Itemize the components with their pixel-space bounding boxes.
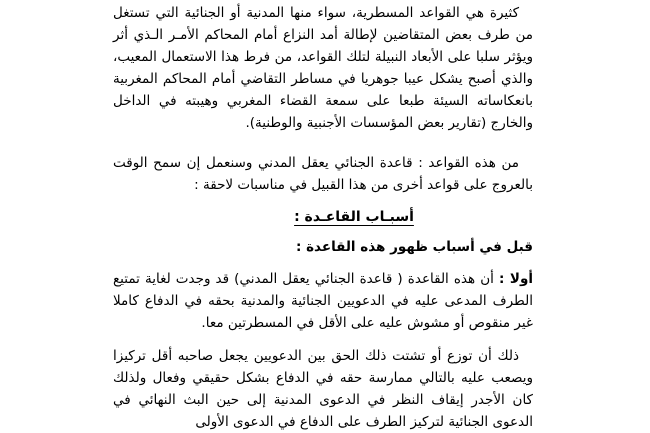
section-subheading: قبل في أسباب ظهور هذه القاعدة : bbox=[295, 239, 533, 255]
section-heading-text: أسبـاب القاعـدة : bbox=[294, 209, 414, 225]
paragraph-rules-text: من هذه القواعد : قاعدة الجنائي يعقل المدني وسنعمل إن سمح الوقت بالعروج على قواعد أخرى من هذا القبيل في مناسبات لاحقة : bbox=[113, 155, 533, 193]
first-reason-label: أولا : bbox=[499, 271, 533, 287]
first-reason-text: أن هذه القاعدة ( قاعدة الجنائي يعقل المدني) قد وجدت لغاية تمتيع الطرف المدعى عليه في الدعويين الجنائية والمدنية بحقه في الدفاع كاملا غير منقوص أو مشوش عليه على الأقل في المسطرتين معا. bbox=[113, 271, 533, 331]
paragraph-intro bbox=[113, 2, 533, 134]
section-heading bbox=[0, 206, 650, 228]
paragraph-second-reason bbox=[113, 345, 533, 433]
paragraph-intro-text: كثيرة هي القواعد المسطرية، سواء منها المدنية أو الجنائية التي تستغل من طرف بعض المتقاضين لإطالة أمد النزاع أمام المحاكم الأمـر الـذي أثر ويؤثر سلبا على الأبعاد النبيلة لتلك القواعد، من فرط هذا الاستعمال المعيب، والذي أصبح يشكل عيبا جوهريا في مساطر التقاضي أمام المحاكم المغربية بانعكاساته السيئة طبعا على سمعة القضاء المغربي وهيبته في الداخل والخارج (تقارير بعض المؤسسات الأجنبية والوطنية). bbox=[113, 5, 533, 131]
second-reason-text: ذلك أن توزع أو تشتت ذلك الحق بين الدعويين يجعل صاحبه أقل تركيزا ويصعب عليه بالتالي ممارسة حقه في الدفاع بشكل حقيقي وفعال ولذلك كان الأجدر إيقاف النظر في الدعوى المدنية إلى حين البث النهائي في الدعوى الجنائية لتركيز الطرف على الدفاع في الدعوى الأولى bbox=[113, 348, 533, 430]
paragraph-first-reason bbox=[113, 268, 533, 334]
paragraph-rules bbox=[113, 152, 533, 196]
